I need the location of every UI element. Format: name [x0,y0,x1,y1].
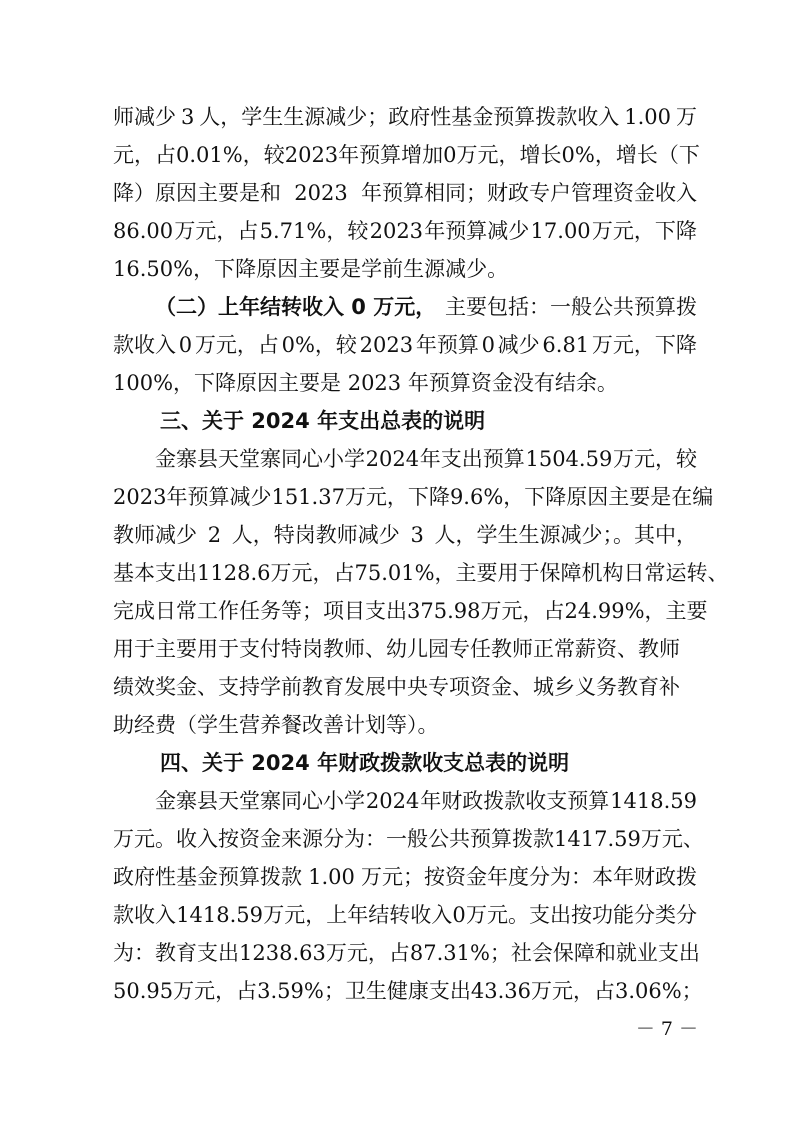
text-line: 元，占 0.01%，较 2023 年预算增加 0 万元，增长 0%，增长（下 [113,143,700,167]
text-line: 86.00 万元，占 5.71%，较 2023 年预算减少 17.00 万元，下降 [113,219,697,243]
text-line: 政府性基金预算拨款 1.00 万元；按资金年度分为：本年财政拨 [113,865,697,889]
text-line: 教师减少 2 人，特岗教师减少 3 人，学生生源减少；。其中， [113,523,697,547]
text-line: 金寨县天堂寨同心小学 2024 年支出预算 1504.59 万元，较 [155,447,697,471]
text-line: 助经费（学生营养餐改善计划等）。 [113,713,439,737]
text-line: 师减少 3 人，学生生源减少；政府性基金预算拨款收入 1.00 万 [113,105,697,129]
carryover-paragraph-start [155,288,697,326]
text-line: 款收入 0 万元，占 0%，较 2023 年预算 0 减少 6.81 万元，下降 [113,333,697,357]
text-line: 2023 年预算减少 151.37 万元，下降 9.6%，下降原因主要是在编 [113,485,714,509]
text-line: 绩效奖金、支持学前教育发展中央专项资金、城乡义务教育补 [113,675,680,699]
text-line: 16.50%，下降原因主要是学前生源减少。 [113,257,509,281]
text-line: 100%，下降原因主要是 2023 年预算资金没有结余。 [113,371,618,395]
text-line: 款收入 1418.59 万元，上年结转收入 0 万元。支出按功能分类分 [113,903,697,927]
text-line: 万元。收入按资金来源分为：一般公共预算拨款 1417.59 万元、 [113,827,704,851]
text-line: 基本支出 1128.6 万元，占 75.01%，主要用于保障机构日常运转、 [113,561,729,585]
text-line: 降）原因主要是和 2023 年预算相同；财政专户管理资金收入 [113,181,697,205]
section-4-heading: 四、关于 2024 年财政拨款收支总表的说明 [160,751,570,775]
text-line: 完成日常工作任务等；项目支出 375.98 万元，占 24.99%，主要 [113,599,708,623]
carryover-heading: （二）上年结转收入 0 万元， [155,295,437,319]
page-number: － 7 － [635,1018,698,1040]
text-line: 为：教育支出 1238.63 万元，占 87.31%；社会保障和就业支出 [113,941,700,965]
carryover-text: 主要包括：一般公共预算拨 [445,295,697,319]
text-line: 用于主要用于支付特岗教师、幼儿园专任教师正常薪资、教师 [113,637,680,661]
text-line: 金寨县天堂寨同心小学 2024 年财政拨款收支预算 1418.59 [155,789,697,813]
section-3-heading: 三、关于 2024 年支出总表的说明 [160,409,486,433]
text-line: 50.95 万元，占 3.59%；卫生健康支出 43.36 万元，占 3.06%； [113,979,703,1003]
